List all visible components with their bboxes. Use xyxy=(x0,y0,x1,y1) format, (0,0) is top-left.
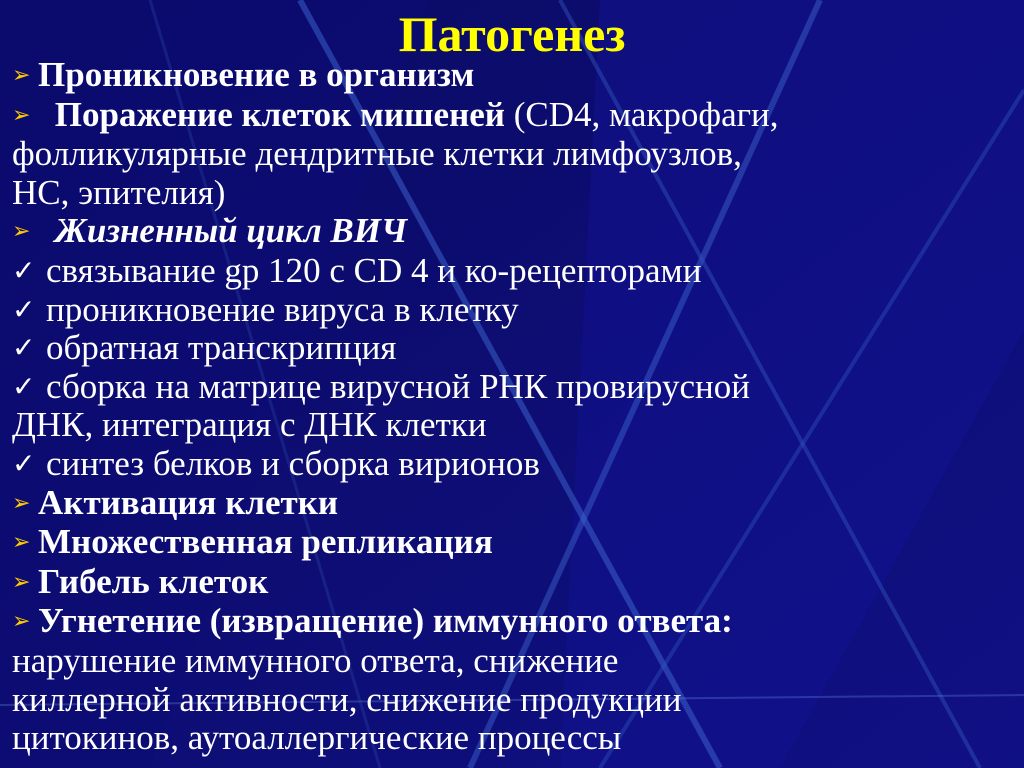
list-item xyxy=(12,602,1012,757)
list-item xyxy=(12,96,1012,213)
item-bold-text: Жизненный цикл ВИЧ xyxy=(46,211,408,251)
list-item xyxy=(12,291,1012,330)
list-item xyxy=(12,56,1012,96)
check-mark-icon: ✓ xyxy=(12,331,36,365)
item-text: обратная транскрипция xyxy=(46,328,397,368)
item-continuation: киллерной активности, снижение продукции xyxy=(12,679,682,719)
item-text: (CD4, макрофаги, xyxy=(504,94,779,134)
list-item xyxy=(12,212,1012,252)
list-item xyxy=(12,523,1012,563)
item-continuation: фолликулярные дендритные клетки лимфоузлов, xyxy=(12,134,742,174)
check-mark-icon: ✓ xyxy=(12,446,36,480)
list-item xyxy=(12,368,1012,445)
arrow-right-bullet-icon: ➢ xyxy=(12,219,31,245)
item-text: синтез белков и сборка вирионов xyxy=(46,443,540,483)
arrow-right-bullet-icon: ➢ xyxy=(12,609,31,635)
check-mark-icon: ✓ xyxy=(12,253,36,287)
item-bold-text: Множественная репликация xyxy=(38,522,493,562)
item-bold-text: Угнетение (извращение) иммунного ответа: xyxy=(38,601,733,641)
slide-content xyxy=(12,56,1012,758)
slide-title: Патогенез xyxy=(398,6,626,62)
check-mark-icon: ✓ xyxy=(12,292,36,326)
list-item xyxy=(12,252,1012,291)
item-bold-text: Проникновение в организм xyxy=(38,55,475,94)
list-item xyxy=(12,484,1012,524)
check-mark-icon: ✓ xyxy=(12,369,36,403)
item-continuation: НС, эпителия) xyxy=(12,172,226,212)
list-item xyxy=(12,563,1012,603)
arrow-right-bullet-icon: ➢ xyxy=(12,63,31,88)
item-text: сборка на матрице вирусной РНК провирусной xyxy=(46,366,750,406)
item-bold-text: Гибель клеток xyxy=(38,561,269,601)
item-continuation: цитокинов, аутоаллергические процессы xyxy=(12,718,622,758)
arrow-right-bullet-icon: ➢ xyxy=(12,569,31,595)
item-bold-text: Поражение клеток мишеней xyxy=(46,94,505,134)
item-text: связывание gp 120 с CD 4 и ко-рецепторами xyxy=(46,250,702,290)
list-item xyxy=(12,329,1012,368)
item-continuation: нарушение иммунного ответа, снижение xyxy=(12,640,619,680)
item-continuation: ДНК, интеграция с ДНК клетки xyxy=(12,405,487,445)
item-bold-text: Активация клетки xyxy=(38,482,339,522)
item-text: проникновение вируса в клетку xyxy=(46,289,519,329)
arrow-right-bullet-icon: ➢ xyxy=(12,530,31,556)
list-item xyxy=(12,445,1012,484)
arrow-right-bullet-icon: ➢ xyxy=(12,102,31,128)
arrow-right-bullet-icon: ➢ xyxy=(12,490,31,516)
